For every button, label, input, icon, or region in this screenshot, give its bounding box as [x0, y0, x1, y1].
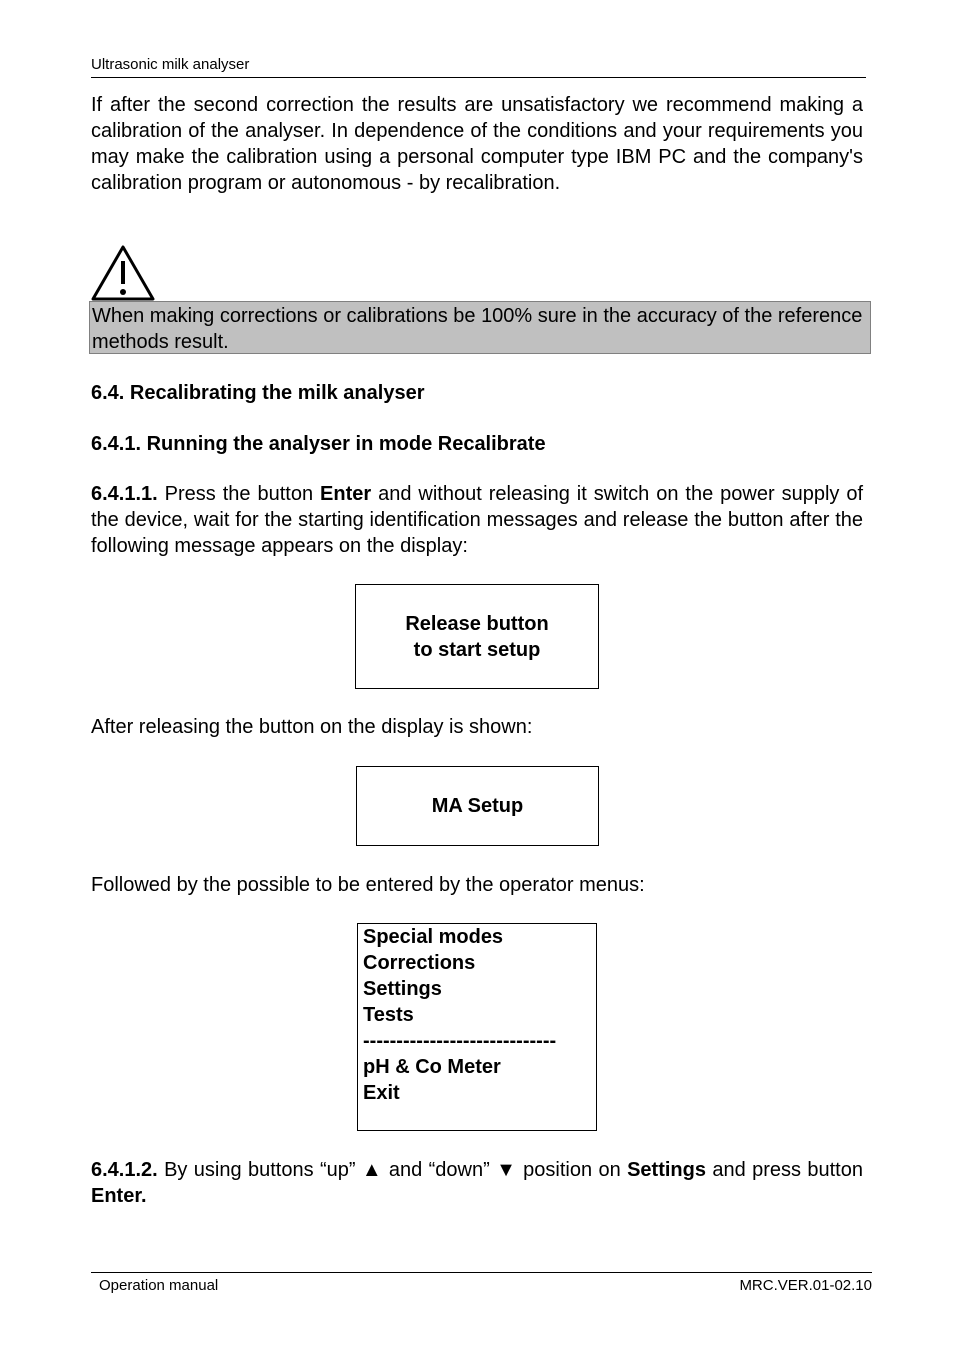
menu-item-exit: Exit [363, 1082, 400, 1104]
warning-text: When making corrections or calibrations be 100% sure in the accuracy of the reference methods result. [92, 305, 863, 353]
display-line: MA Setup [431, 795, 524, 817]
step-2-text-before: By using buttons “up” ▲ and “down” ▼ position on [157, 1159, 628, 1181]
footer-left: Operation manual [99, 1277, 219, 1294]
step-2-text-middle: and press button [705, 1159, 863, 1181]
display-release-button [355, 584, 599, 689]
menu-item-tests: Tests [363, 1004, 414, 1026]
display-line: to start setup [413, 638, 541, 661]
menu-item-corrections: Corrections [363, 952, 476, 974]
after-release-text: After releasing the button on the display is shown: [91, 716, 533, 738]
warning-note [89, 301, 871, 354]
menu-item-special-modes: Special modes [363, 926, 504, 948]
step-2-number: 6.4.1.2. [91, 1159, 158, 1181]
menu-separator: ----------------------------- [363, 1030, 557, 1052]
subsection-heading: 6.4.1. Running the analyser in mode Recalibrate [91, 433, 546, 455]
step-1-button-name: Enter [320, 483, 372, 505]
step-2-button-name: Enter. [91, 1185, 147, 1207]
page-footer [91, 1272, 872, 1294]
footer-right: MRC.VER.01-02.10 [739, 1277, 872, 1294]
warning-triangle-icon [90, 244, 156, 302]
step-1-paragraph [91, 481, 863, 559]
display-ma-setup [356, 766, 599, 846]
step-1-text-before: Press the button [157, 483, 321, 505]
followed-text: Followed by the possible to be entered by the operator menus: [91, 874, 645, 896]
section-heading: 6.4. Recalibrating the milk analyser [91, 382, 425, 404]
header-title: Ultrasonic milk analyser [91, 56, 250, 73]
step-2-paragraph [91, 1157, 863, 1209]
intro-paragraph: If after the second correction the results are unsatisfactory we recommend making a calibration of the analyser. In dependence of the conditions and your requirements you may make the calibration using a personal computer type IBM PC and the company's calibration program or autonomous - by recalibration. [91, 94, 863, 194]
step-1-number: 6.4.1.1. [91, 483, 158, 505]
menu-item-ph-co-meter: pH & Co Meter [363, 1056, 501, 1078]
display-menu [357, 923, 597, 1131]
step-1-text-after: and without releasing it switch on the power supply of the device, wait for the starting identification messages and release the button after the following message appears on the display: [91, 483, 864, 557]
page-header [91, 56, 866, 78]
menu-item-settings: Settings [363, 978, 442, 1000]
step-2-settings: Settings [627, 1159, 706, 1181]
display-line: Release button [405, 612, 549, 635]
